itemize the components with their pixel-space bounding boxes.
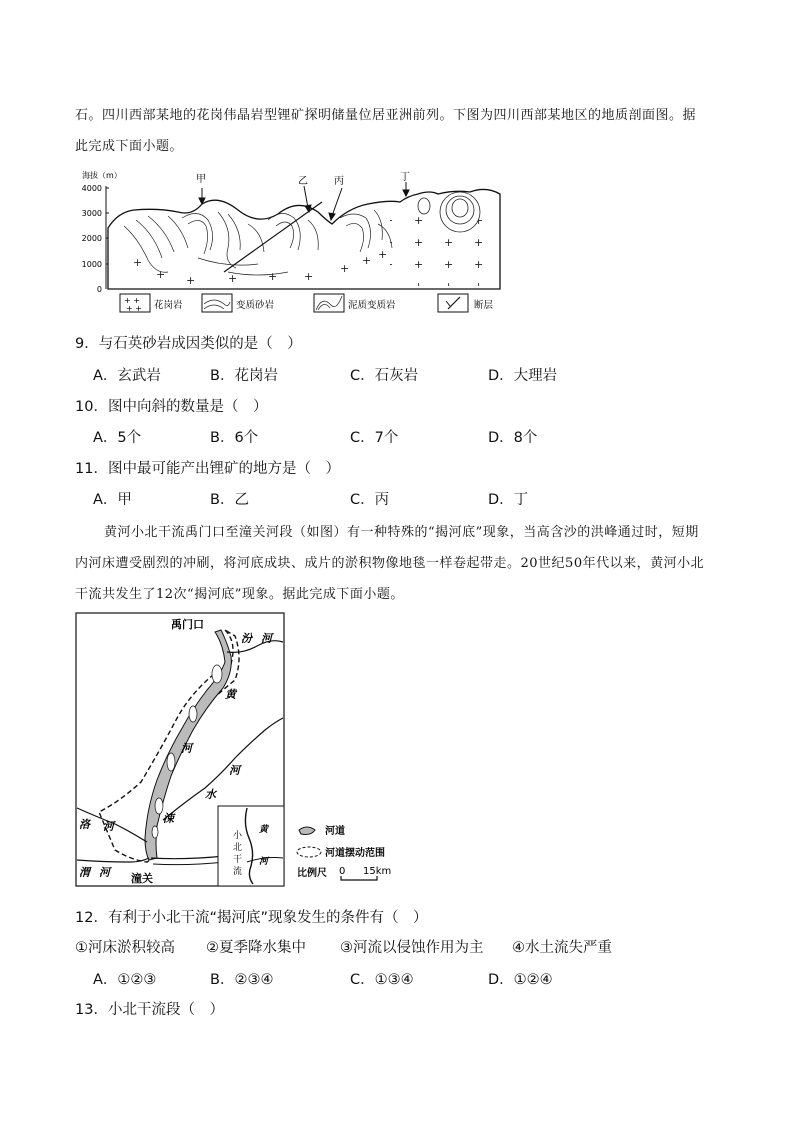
q11-option-b[interactable]: B．乙: [210, 492, 249, 508]
label-luo: 洛: [79, 818, 90, 831]
inset-label-liu: 流: [233, 867, 243, 877]
label-su: 涑: [163, 812, 174, 825]
intro-line-1: 石。四川西部某地的花岗伟晶岩型锂矿探明储量位居亚洲前列。下图为四川西部某地区的地质剖面图。据: [75, 108, 697, 123]
q12-statement-3: ③河流以侵蚀作用为主: [340, 940, 484, 956]
y-axis-title: 海拔（m）: [82, 171, 122, 180]
label-huang: 黄: [225, 688, 236, 701]
label-wei-he: 河: [99, 866, 110, 879]
q11-option-c[interactable]: C．丙: [350, 492, 390, 508]
q12-option-a[interactable]: A．①②③: [93, 972, 157, 988]
question-9-stem: 9．与石英砂岩成因类似的是（ ）: [75, 336, 302, 352]
label-huang-he: 河: [181, 742, 192, 755]
q12-option-b[interactable]: B．②③④: [210, 972, 274, 988]
map-legend: [297, 824, 391, 880]
svg-text:+: +: [133, 256, 143, 269]
legend-swing-label: 河道摆动范围: [325, 848, 385, 859]
y-tick: 3000: [81, 209, 102, 218]
q10-option-d[interactable]: D．8个: [488, 430, 538, 446]
svg-text:+: +: [304, 270, 314, 283]
site-label-yi: 乙: [298, 176, 308, 187]
river-map-figure: [75, 612, 415, 888]
q12-statement-4: ④水土流失严重: [512, 940, 612, 956]
q10-option-b[interactable]: B．6个: [210, 430, 259, 446]
q9-option-c[interactable]: C．石灰岩: [350, 368, 419, 384]
legend-channel-label: 河道: [325, 826, 345, 837]
scale-zero: 0: [339, 866, 346, 877]
section-legend: [120, 294, 494, 313]
label-shui: 水: [205, 788, 216, 801]
q9-option-b[interactable]: B．花岗岩: [210, 368, 278, 384]
y-tick: 0: [96, 285, 102, 294]
svg-text:+: +: [228, 272, 238, 285]
passage-line-3: 干流共发生了12次“揭河底”现象。据此完成下面小题。: [75, 587, 404, 602]
inset-label-bei: 北: [233, 843, 243, 853]
legend-scale-label: 比例尺: [297, 868, 327, 879]
svg-text:+: +: [186, 274, 196, 287]
intro-line-2: 此完成下面小题。: [75, 139, 184, 154]
q11-option-d[interactable]: D．丁: [488, 492, 529, 508]
label-tongguan: 潼关: [131, 872, 153, 885]
scale-km: 15km: [363, 866, 392, 877]
question-12-stem: 12．有利于小北干流“揭河底”现象发生的条件有（ ）: [75, 910, 428, 926]
label-luo-he: 河: [103, 820, 114, 833]
swing-legend-icon: [297, 847, 321, 857]
inset-label-huang: 黄: [259, 825, 269, 835]
svg-text:+: +: [340, 262, 350, 275]
svg-text:+ +: + +: [126, 304, 142, 313]
q12-option-c[interactable]: C．①③④: [350, 972, 414, 988]
question-13-stem: 13．小北干流段（ ）: [75, 1002, 224, 1018]
legend-granite-label: 花岗岩: [154, 300, 183, 311]
site-label-jia: 甲: [196, 174, 206, 185]
label-wei: 渭: [79, 866, 90, 879]
legend-fault-swatch: [438, 294, 468, 312]
y-tick: 1000: [81, 260, 102, 269]
label-yumenkou: 禹门口: [171, 618, 204, 631]
passage-line-2: 内河床遭受剧烈的冲刷，将河底成块、成片的淤积物像地毯一样卷起带走。20世纪50年代以来，黄河小北: [75, 556, 705, 571]
svg-text:+: +: [268, 270, 278, 283]
question-10-stem: 10．图中向斜的数量是（ ）: [75, 399, 268, 415]
legend-fault-label: 断层: [474, 300, 494, 311]
q12-option-d[interactable]: D．①②④: [488, 972, 553, 988]
y-tick: 2000: [81, 234, 102, 243]
channel-legend-icon: [299, 827, 315, 835]
label-fen-2: 河: [261, 632, 272, 645]
question-11-stem: 11．图中最可能产出锂矿的地方是（ ）: [75, 461, 340, 477]
inset-label-xiao: 小: [233, 831, 243, 841]
q10-option-c[interactable]: C．7个: [350, 430, 399, 446]
svg-text:+ +: + +: [124, 296, 140, 305]
svg-text:+: +: [362, 254, 372, 267]
svg-text:+: +: [156, 268, 166, 281]
label-fen-1: 汾: [241, 632, 252, 645]
site-label-bing: 丙: [334, 176, 344, 187]
geologic-section-figure: [78, 168, 510, 316]
q10-option-a[interactable]: A．5个: [93, 430, 142, 446]
q12-statement-2: ②夏季降水集中: [206, 940, 306, 956]
y-tick: 4000: [81, 184, 102, 193]
site-label-ding: 丁: [400, 172, 410, 183]
label-shui-he: 河: [229, 764, 240, 777]
legend-sandstone-label: 变质砂岩: [236, 300, 275, 311]
legend-mudstone-label: 泥质变质岩: [348, 300, 396, 311]
inset-label-he: 河: [259, 857, 269, 867]
passage-line-1: 黄河小北干流禹门口至潼关河段（如图）有一种特殊的“揭河底”现象，当高含沙的洪峰通过时，短期: [104, 525, 699, 540]
q9-option-a[interactable]: A．玄武岩: [93, 368, 161, 384]
inset-label-gan: 干: [233, 855, 243, 865]
legend-sandstone-swatch: [202, 294, 232, 312]
q12-statement-1: ①河床淤积较高: [75, 940, 175, 956]
q11-option-a[interactable]: A．甲: [93, 492, 132, 508]
svg-text:+: +: [378, 248, 388, 261]
q9-option-d[interactable]: D．大理岩: [488, 368, 558, 384]
